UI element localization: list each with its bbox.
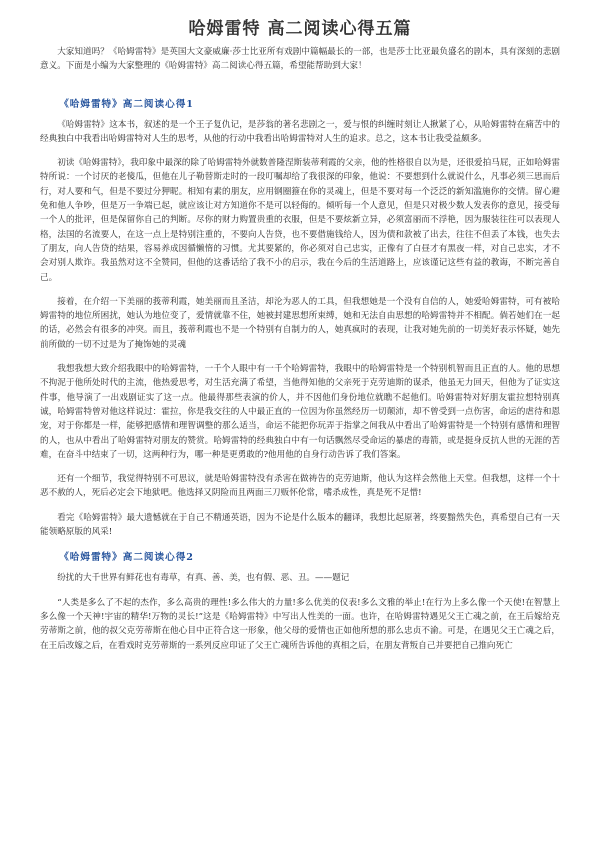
section-2-epigraph: 纷扰的大千世界有鲜花也有毒草，有真、善、美，也有假、恶、丑。——题记 (57, 573, 350, 584)
section-1-paragraph-4: 我想我想大致介绍我眼中的哈姆雷特，一千个人眼中有一千个哈姆雷特，我眼中的哈姆雷特是一个特别机智而且正直的人。他的思想不拘泥于他所处时代的主流，他热爱思考，对生活充满了希望，当他得知他的父亲死于克劳迪斯的谋杀，他虽无力回天，但他为了证实这件事，他导演了一出戏剧证实了这一点。他最得那些表演的价人，并不因他们身份地位就瞧不起他们。哈姆雷特对好朋友霍拉想特别真诚，哈姆雷特曾对他这样说过：霍拉，你是我交往的人中最正直的一位因为你虽然经历一切颠沛，却不曾受到一点伤害，命运的虐待和恩宠，对于你都是一样，能够把感情和理智调整的那么适当，命运不能把你玩弄于指掌之间我从中看出了哈姆雷特是一个特别有感情和理智的人，也从中看出了哈姆雷特对朋友的赞赏。哈姆雷特的经典独白中有一句话飘然尽受命运的暴虐的毒箭，或是挺身反抗人世的无涯的苦难，在奋斗中结束了一切，这两种行为，哪一种是更勇敢的?他用他的自身行动告诉了我们答案。 (40, 364, 560, 460)
section-2-paragraph-1: “人类是多么了不起的杰作，多么高贵的理性!多么伟大的力量!多么优美的仪表!多么文雅的举止!在行为上多么像一个天使!在智慧上多么像一个天神!宇宙的精华!万物的灵长!”这是《哈姆雷特》中写出人性美的一面。也许，在哈姆雷特遇见父王亡魂之前，在王后嫁给克劳蒂斯之前，他的叔父克劳蒂斯在他心目中正符合这一形象，他父母的爱情也正如他所想的那么忠贞不渝。可是，在遇见父王亡魂之后，在王后改嫁之后，在看戏时克劳蒂斯的一系列反应印证了父王亡魂所告诉他的真相之后，在朋友背叛自己并要把自己推向死亡 (40, 597, 560, 651)
section-1-paragraph-3: 接着，在介绍一下美丽的莪蒂利霞，她美丽而且圣洁，却沦为恶人的工具，但我想她是一个没有自信的人，她爱哈姆雷特，可有被哈姆雷特的地位所困扰，她认为地位变了，爱情就靠不住，她被封建思想所束缚，她和无法自由思想的哈姆雷特并不相配。倘若她们在一起的话，必然会有很多的冲突。而且，莪蒂利霞也不是一个特别有自制力的人，她真疯时的表现，让我对她先前的一切美好表示怀疑，她先前所做的一切不过是为了掩饰她的灵魂 (40, 296, 560, 350)
section-1-paragraph-1: 《哈姆雷特》这本书，叙述的是一个王子复仇记，是莎翁的著名悲剧之一，爱与恨的纠缠时刻让人揪紧了心，从哈姆雷特在痛苦中的经典独白中我看出哈姆雷特对人生的思考，从他的行动中我看出哈姆雷特对人生的追求。总之，这本书让我受益颇多。 (40, 119, 560, 144)
section-1-paragraph-5: 还有一个细节，我觉得特别不可思议，就是哈姆雷特没有杀害在做祷告的克劳迪斯，他认为这样会然他上天堂。但我想，这样一个十恶不赦的人，死后必定会下地狱吧。他选择又阴险而且两面三刀贩怀伦常，嗜杀成性，真是死不足惜! (40, 474, 560, 499)
section-1-heading: 《哈姆雷特》高二阅读心得1 (59, 98, 194, 110)
section-1-paragraph-6: 看完《哈姆雷特》最大遗憾就在于自己不精通英语，因为不论是什么版本的翻译，我想比起原著，终要黯然失色，真希望自己有一天能领略原版的风采! (40, 512, 560, 538)
page-title: 哈姆雷特 高二阅读心得五篇 (188, 19, 412, 39)
section-2-heading: 《哈姆雷特》高二阅读心得2 (59, 552, 194, 564)
section-1-paragraph-2: 初读《哈姆雷特》，我印象中最深的除了哈姆雷特外就数普隆涅斯装蒂利霞的父亲，他的性格很自以为是，还很爱拍马屁，正如哈姆雷特所说：一个讨厌的老傻瓜，但他在儿子勒替斯走时的一段叮嘱却给了我很深的印象，他说：不要想到什么就说什么，凡事必须三思而后行，对人要和气，但是不要过分狎昵。相知有素的朋友，应用钢圈箍在你的灵魂上，但是不要对每一个泛泛的新知滥施你的交情。留心避免和他人争吵，但是万一争端已起，就应该让对方知道你不是可以轻侮的。倾听每一个人意见，但是只对极少数人发表你的意见，接受每一个人的批评，但是保留你自己的判断。尽你的财力购置贵重的衣服，但是不要炫新立异，必须富丽而不浮艳，因为服装往往可以表现人格，法国的名流要人，在这一点上是特别注重的，不要向人告贷，也不要借施钱给人，因为债和款被了出去，往往不但丢了本钱，也失去了朋友，向人告贷的结果，容易养成因循懒惰的习惯。尤其要紧的，你必须对自己忠实，正像有了白昼才有黑夜一样，对自己忠实，才不会对别人欺诈。我虽然对这不全赞同，但他的这番话给了我不小的启示，我在今后的生活道路上，应该谨记这些有益的教诲，不断完善自己。 (40, 158, 560, 283)
intro-paragraph: 大家知道吗？《哈姆雷特》是英国大文豪威廉·莎士比亚所有戏剧中篇幅最长的一部，也是莎士比亚最负盛名的剧本，具有深刻的悲剧意义。下面是小编为大家整理的《哈姆雷特》高二阅读心得五篇，希望能帮助到大家！ (40, 47, 560, 72)
